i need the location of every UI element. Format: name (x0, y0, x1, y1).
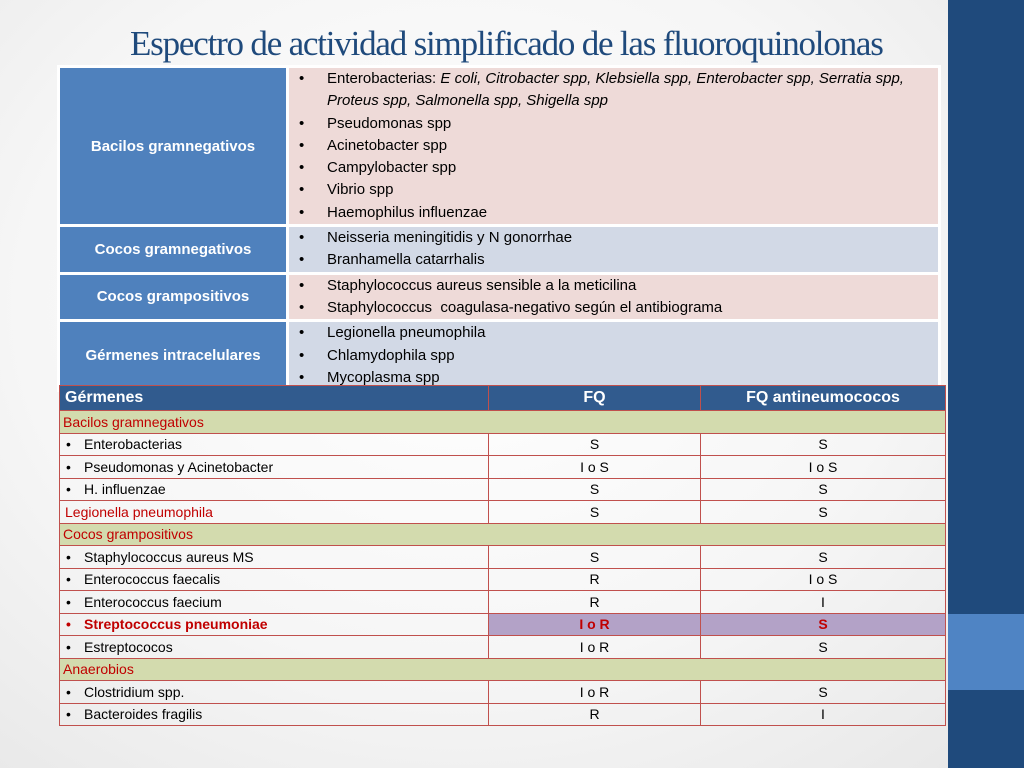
spectrum-items (288, 273, 940, 321)
germen-cell: • Streptococcus pneumoniae (60, 613, 489, 636)
germen-cell: • Enterococcus faecalis (60, 568, 489, 591)
header-fq: FQ (489, 386, 701, 411)
table-row (60, 546, 946, 569)
spectrum-row (59, 321, 940, 391)
section-label: Anaerobios (60, 658, 946, 681)
spectrum-row (59, 67, 940, 226)
side-accent-block (948, 614, 1024, 690)
germen-cell: Legionella pneumophila (60, 501, 489, 524)
germen-cell: • H. influenzae (60, 478, 489, 501)
germen-cell: • Estreptococos (60, 636, 489, 659)
header-fq-antineumococos: FQ antineumococos (701, 386, 946, 411)
fq-cell: S (489, 546, 701, 569)
fq-anti-cell: S (701, 478, 946, 501)
spectrum-item: • Vibrio spp (299, 181, 394, 199)
spectrum-item: • Campylobacter spp (299, 159, 457, 177)
spectrum-row (59, 273, 940, 321)
table-row (60, 456, 946, 479)
table-row (60, 703, 946, 726)
section-label: Cocos grampositivos (60, 523, 946, 546)
fq-cell: R (489, 568, 701, 591)
section-label: Bacilos gramnegativos (60, 411, 946, 434)
table-row (60, 636, 946, 659)
table-header-row (60, 386, 946, 411)
table-row-highlighted (60, 613, 946, 636)
slide-title: Espectro de actividad simplificado de las fluoroquinolonas (130, 24, 883, 63)
fq-cell: S (489, 433, 701, 456)
table-row (60, 433, 946, 456)
section-row (60, 658, 946, 681)
table-row (60, 501, 946, 524)
spectrum-row (59, 226, 940, 274)
germen-cell: • Bacteroides fragilis (60, 703, 489, 726)
spectrum-item: • Branhamella catarrhalis (299, 251, 485, 269)
section-row (60, 523, 946, 546)
germen-cell: • Enterococcus faecium (60, 591, 489, 614)
fq-anti-cell: I o S (701, 568, 946, 591)
table-row (60, 591, 946, 614)
fq-anti-cell: S (701, 681, 946, 704)
fq-anti-cell: S (701, 636, 946, 659)
fq-anti-cell: I o S (701, 456, 946, 479)
susceptibility-table (59, 385, 946, 726)
spectrum-items (288, 226, 940, 274)
germen-cell: • Enterobacterias (60, 433, 489, 456)
section-row (60, 411, 946, 434)
spectrum-item: • Staphylococcus coagulasa-negativo según el antibiograma (299, 298, 723, 316)
fq-cell: R (489, 591, 701, 614)
table-row (60, 681, 946, 704)
header-germenes: Gérmenes (60, 386, 489, 411)
fq-anti-cell: I (701, 703, 946, 726)
fq-cell: I o R (489, 681, 701, 704)
fq-cell: S (489, 478, 701, 501)
spectrum-items (288, 321, 940, 391)
fq-anti-cell: S (701, 613, 946, 636)
fq-cell: I o S (489, 456, 701, 479)
germen-cell: • Pseudomonas y Acinetobacter (60, 456, 489, 479)
spectrum-table (57, 65, 941, 392)
spectrum-category: Gérmenes intracelulares (59, 321, 288, 391)
spectrum-category: Cocos gramnegativos (59, 226, 288, 274)
fq-anti-cell: S (701, 546, 946, 569)
germen-cell: • Staphylococcus aureus MS (60, 546, 489, 569)
fq-cell: I o R (489, 613, 701, 636)
fq-cell: I o R (489, 636, 701, 659)
spectrum-item: • Enterobacterias: E coli, Citrobacter spp, Klebsiella spp, Enterobacter spp, Serratia spp, Proteus spp, Salmonella spp, Shigella spp (299, 70, 904, 110)
spectrum-item: • Staphylococcus aureus sensible a la meticilina (299, 276, 637, 294)
fq-cell: S (489, 501, 701, 524)
fq-anti-cell: I (701, 591, 946, 614)
table-row (60, 478, 946, 501)
fq-anti-cell: S (701, 501, 946, 524)
germen-cell: • Clostridium spp. (60, 681, 489, 704)
table-row (60, 568, 946, 591)
spectrum-item: • Legionella pneumophila (299, 324, 486, 342)
spectrum-item: • Neisseria meningitidis y N gonorrhae (299, 229, 573, 247)
spectrum-item: • Pseudomonas spp (299, 114, 452, 132)
spectrum-items (288, 67, 940, 226)
fq-anti-cell: S (701, 433, 946, 456)
spectrum-item: • Chlamydophila spp (299, 346, 455, 364)
spectrum-item: • Acinetobacter spp (299, 136, 448, 154)
spectrum-item: • Haemophilus influenzae (299, 203, 488, 221)
fq-cell: R (489, 703, 701, 726)
spectrum-category: Cocos grampositivos (59, 273, 288, 321)
spectrum-category: Bacilos gramnegativos (59, 67, 288, 226)
spectrum-item: • Mycoplasma spp (299, 368, 440, 386)
